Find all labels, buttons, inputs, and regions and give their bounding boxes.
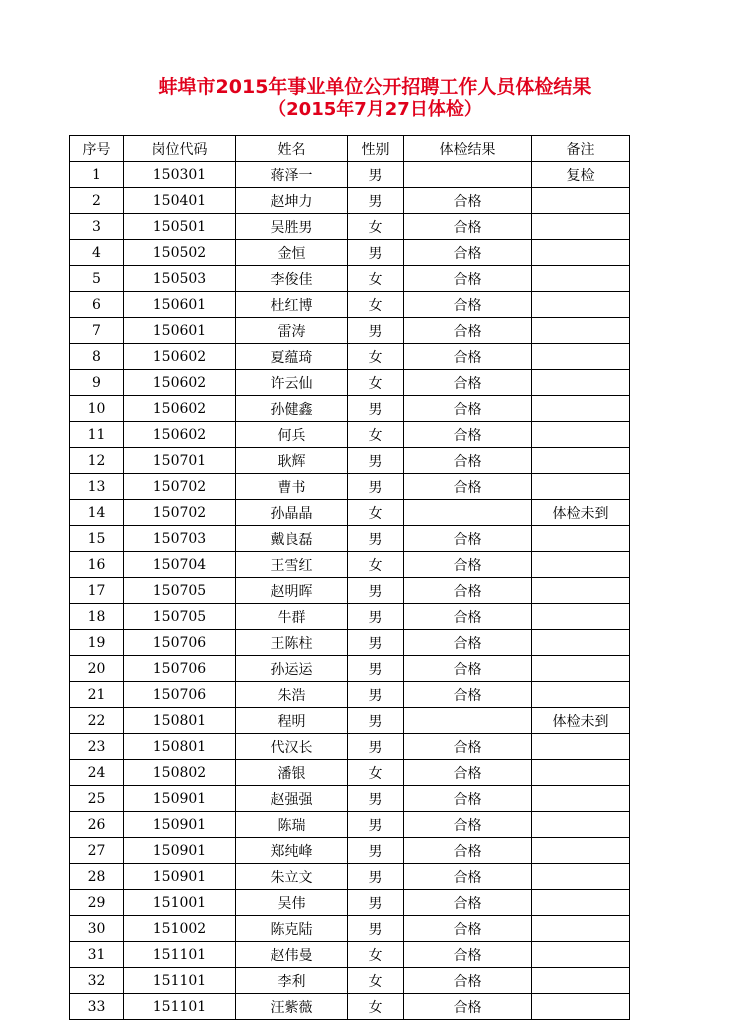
cell-position-code: 151101 xyxy=(124,968,236,994)
cell-exam-result: 合格 xyxy=(404,266,532,292)
cell-seq: 25 xyxy=(70,786,124,812)
cell-name: 蒋泽一 xyxy=(236,162,348,188)
cell-gender: 女 xyxy=(348,994,404,1020)
table-row xyxy=(70,578,630,604)
cell-gender: 男 xyxy=(348,604,404,630)
cell-gender: 男 xyxy=(348,656,404,682)
cell-seq: 14 xyxy=(70,500,124,526)
document-subtitle: （2015年7月27日体检） xyxy=(268,99,482,120)
table-row xyxy=(70,318,630,344)
cell-name: 牛群 xyxy=(236,604,348,630)
cell-gender: 女 xyxy=(348,266,404,292)
cell-exam-result: 合格 xyxy=(404,318,532,344)
cell-name: 潘银 xyxy=(236,760,348,786)
cell-seq: 10 xyxy=(70,396,124,422)
cell-name: 代汉长 xyxy=(236,734,348,760)
cell-exam-result: 合格 xyxy=(404,552,532,578)
table-row xyxy=(70,812,630,838)
cell-gender: 男 xyxy=(348,526,404,552)
cell-position-code: 151001 xyxy=(124,890,236,916)
cell-remarks xyxy=(532,474,630,500)
cell-gender: 男 xyxy=(348,682,404,708)
cell-exam-result: 合格 xyxy=(404,396,532,422)
cell-gender: 男 xyxy=(348,396,404,422)
cell-exam-result: 合格 xyxy=(404,682,532,708)
cell-gender: 男 xyxy=(348,812,404,838)
cell-name: 汪紫薇 xyxy=(236,994,348,1020)
cell-position-code: 150401 xyxy=(124,188,236,214)
table-row xyxy=(70,474,630,500)
cell-remarks xyxy=(532,838,630,864)
cell-name: 赵明晖 xyxy=(236,578,348,604)
cell-name: 耿辉 xyxy=(236,448,348,474)
cell-gender: 女 xyxy=(348,552,404,578)
cell-position-code: 150706 xyxy=(124,630,236,656)
cell-name: 孙晶晶 xyxy=(236,500,348,526)
cell-gender: 男 xyxy=(348,734,404,760)
cell-gender: 男 xyxy=(348,578,404,604)
cell-seq: 2 xyxy=(70,188,124,214)
cell-seq: 9 xyxy=(70,370,124,396)
cell-gender: 男 xyxy=(348,448,404,474)
cell-position-code: 150901 xyxy=(124,786,236,812)
cell-position-code: 150702 xyxy=(124,500,236,526)
cell-seq: 13 xyxy=(70,474,124,500)
cell-exam-result: 合格 xyxy=(404,422,532,448)
cell-remarks: 复检 xyxy=(532,162,630,188)
cell-position-code: 150706 xyxy=(124,682,236,708)
table-row xyxy=(70,942,630,968)
cell-remarks xyxy=(532,734,630,760)
cell-position-code: 150501 xyxy=(124,214,236,240)
cell-seq: 23 xyxy=(70,734,124,760)
cell-position-code: 150705 xyxy=(124,604,236,630)
cell-exam-result: 合格 xyxy=(404,968,532,994)
cell-exam-result: 合格 xyxy=(404,656,532,682)
table-row xyxy=(70,370,630,396)
cell-exam-result: 合格 xyxy=(404,760,532,786)
cell-remarks xyxy=(532,968,630,994)
cell-remarks xyxy=(532,630,630,656)
cell-gender: 男 xyxy=(348,916,404,942)
cell-seq: 5 xyxy=(70,266,124,292)
cell-remarks xyxy=(532,526,630,552)
cell-remarks xyxy=(532,656,630,682)
cell-seq: 24 xyxy=(70,760,124,786)
cell-remarks xyxy=(532,578,630,604)
table-row xyxy=(70,890,630,916)
cell-exam-result: 合格 xyxy=(404,370,532,396)
cell-name: 郑纯峰 xyxy=(236,838,348,864)
table-row xyxy=(70,344,630,370)
header-seq: 序号 xyxy=(70,136,124,162)
cell-name: 赵强强 xyxy=(236,786,348,812)
cell-gender: 男 xyxy=(348,890,404,916)
table-body xyxy=(70,162,630,1020)
cell-gender: 男 xyxy=(348,188,404,214)
cell-seq: 22 xyxy=(70,708,124,734)
cell-name: 杜红博 xyxy=(236,292,348,318)
cell-position-code: 150602 xyxy=(124,422,236,448)
cell-exam-result: 合格 xyxy=(404,292,532,318)
cell-position-code: 151002 xyxy=(124,916,236,942)
cell-name: 吴伟 xyxy=(236,890,348,916)
table-row xyxy=(70,864,630,890)
table-row xyxy=(70,448,630,474)
cell-seq: 33 xyxy=(70,994,124,1020)
table-row xyxy=(70,760,630,786)
cell-exam-result: 合格 xyxy=(404,994,532,1020)
cell-seq: 17 xyxy=(70,578,124,604)
cell-gender: 男 xyxy=(348,838,404,864)
cell-name: 王雪红 xyxy=(236,552,348,578)
cell-name: 李利 xyxy=(236,968,348,994)
table-row xyxy=(70,916,630,942)
table-row xyxy=(70,396,630,422)
cell-exam-result: 合格 xyxy=(404,240,532,266)
table-row xyxy=(70,656,630,682)
cell-position-code: 150601 xyxy=(124,318,236,344)
cell-name: 金恒 xyxy=(236,240,348,266)
cell-position-code: 150901 xyxy=(124,812,236,838)
cell-exam-result xyxy=(404,708,532,734)
cell-gender: 男 xyxy=(348,630,404,656)
cell-remarks xyxy=(532,422,630,448)
cell-seq: 8 xyxy=(70,344,124,370)
cell-remarks xyxy=(532,214,630,240)
cell-remarks xyxy=(532,240,630,266)
cell-remarks xyxy=(532,448,630,474)
cell-gender: 男 xyxy=(348,318,404,344)
cell-exam-result: 合格 xyxy=(404,838,532,864)
cell-name: 曹书 xyxy=(236,474,348,500)
document-title: 蚌埠市2015年事业单位公开招聘工作人员体检结果 xyxy=(158,76,592,98)
table-row xyxy=(70,162,630,188)
cell-gender: 男 xyxy=(348,786,404,812)
cell-seq: 7 xyxy=(70,318,124,344)
cell-position-code: 150502 xyxy=(124,240,236,266)
cell-gender: 男 xyxy=(348,474,404,500)
cell-seq: 31 xyxy=(70,942,124,968)
cell-name: 陈瑞 xyxy=(236,812,348,838)
cell-remarks: 体检未到 xyxy=(532,500,630,526)
cell-remarks xyxy=(532,942,630,968)
table-row xyxy=(70,968,630,994)
table-row xyxy=(70,188,630,214)
cell-gender: 男 xyxy=(348,708,404,734)
cell-gender: 男 xyxy=(348,240,404,266)
cell-name: 孙健鑫 xyxy=(236,396,348,422)
cell-exam-result: 合格 xyxy=(404,526,532,552)
table-row xyxy=(70,604,630,630)
cell-position-code: 150901 xyxy=(124,838,236,864)
cell-exam-result: 合格 xyxy=(404,474,532,500)
cell-position-code: 150601 xyxy=(124,292,236,318)
table-row xyxy=(70,630,630,656)
cell-position-code: 150703 xyxy=(124,526,236,552)
cell-remarks xyxy=(532,292,630,318)
cell-remarks xyxy=(532,396,630,422)
cell-remarks xyxy=(532,786,630,812)
cell-seq: 18 xyxy=(70,604,124,630)
header-position-code: 岗位代码 xyxy=(124,136,236,162)
cell-gender: 女 xyxy=(348,344,404,370)
cell-exam-result: 合格 xyxy=(404,916,532,942)
results-table xyxy=(69,135,630,1020)
cell-gender: 女 xyxy=(348,292,404,318)
cell-position-code: 150602 xyxy=(124,344,236,370)
cell-seq: 27 xyxy=(70,838,124,864)
cell-exam-result: 合格 xyxy=(404,942,532,968)
cell-name: 夏蕴琦 xyxy=(236,344,348,370)
cell-name: 朱立文 xyxy=(236,864,348,890)
cell-exam-result: 合格 xyxy=(404,214,532,240)
table-row xyxy=(70,266,630,292)
cell-remarks xyxy=(532,760,630,786)
table-row xyxy=(70,838,630,864)
cell-exam-result: 合格 xyxy=(404,812,532,838)
cell-remarks xyxy=(532,370,630,396)
cell-gender: 女 xyxy=(348,942,404,968)
cell-name: 赵坤力 xyxy=(236,188,348,214)
cell-name: 许云仙 xyxy=(236,370,348,396)
cell-exam-result: 合格 xyxy=(404,578,532,604)
cell-exam-result: 合格 xyxy=(404,864,532,890)
cell-exam-result xyxy=(404,162,532,188)
cell-position-code: 150901 xyxy=(124,864,236,890)
cell-exam-result: 合格 xyxy=(404,448,532,474)
table-row xyxy=(70,422,630,448)
cell-remarks xyxy=(532,916,630,942)
cell-position-code: 150602 xyxy=(124,370,236,396)
cell-remarks xyxy=(532,812,630,838)
cell-seq: 32 xyxy=(70,968,124,994)
cell-seq: 29 xyxy=(70,890,124,916)
cell-gender: 女 xyxy=(348,760,404,786)
cell-position-code: 150801 xyxy=(124,708,236,734)
cell-gender: 女 xyxy=(348,500,404,526)
cell-gender: 男 xyxy=(348,864,404,890)
cell-seq: 20 xyxy=(70,656,124,682)
cell-name: 王陈柱 xyxy=(236,630,348,656)
cell-seq: 11 xyxy=(70,422,124,448)
cell-name: 陈克陆 xyxy=(236,916,348,942)
cell-position-code: 150704 xyxy=(124,552,236,578)
cell-name: 朱浩 xyxy=(236,682,348,708)
cell-exam-result: 合格 xyxy=(404,890,532,916)
cell-remarks xyxy=(532,188,630,214)
cell-gender: 男 xyxy=(348,162,404,188)
table-row xyxy=(70,500,630,526)
cell-name: 程明 xyxy=(236,708,348,734)
cell-name: 李俊佳 xyxy=(236,266,348,292)
cell-exam-result: 合格 xyxy=(404,344,532,370)
cell-position-code: 150702 xyxy=(124,474,236,500)
header-name: 姓名 xyxy=(236,136,348,162)
cell-name: 赵伟曼 xyxy=(236,942,348,968)
cell-remarks xyxy=(532,994,630,1020)
cell-exam-result: 合格 xyxy=(404,630,532,656)
header-exam-result: 体检结果 xyxy=(404,136,532,162)
table-row xyxy=(70,526,630,552)
table-row xyxy=(70,240,630,266)
cell-seq: 12 xyxy=(70,448,124,474)
cell-seq: 30 xyxy=(70,916,124,942)
cell-gender: 女 xyxy=(348,214,404,240)
cell-exam-result: 合格 xyxy=(404,188,532,214)
cell-seq: 4 xyxy=(70,240,124,266)
cell-seq: 28 xyxy=(70,864,124,890)
cell-seq: 16 xyxy=(70,552,124,578)
cell-position-code: 150705 xyxy=(124,578,236,604)
cell-remarks xyxy=(532,864,630,890)
cell-position-code: 150701 xyxy=(124,448,236,474)
cell-position-code: 150706 xyxy=(124,656,236,682)
cell-remarks xyxy=(532,318,630,344)
table-row xyxy=(70,786,630,812)
cell-remarks xyxy=(532,344,630,370)
cell-remarks xyxy=(532,552,630,578)
header-gender: 性别 xyxy=(348,136,404,162)
table-row xyxy=(70,552,630,578)
cell-seq: 1 xyxy=(70,162,124,188)
table-row xyxy=(70,994,630,1020)
cell-exam-result: 合格 xyxy=(404,604,532,630)
table-header-row xyxy=(70,136,630,162)
cell-remarks xyxy=(532,266,630,292)
cell-exam-result: 合格 xyxy=(404,734,532,760)
cell-seq: 15 xyxy=(70,526,124,552)
cell-position-code: 150802 xyxy=(124,760,236,786)
table-row xyxy=(70,734,630,760)
cell-position-code: 151101 xyxy=(124,994,236,1020)
cell-seq: 26 xyxy=(70,812,124,838)
cell-gender: 女 xyxy=(348,370,404,396)
cell-position-code: 150301 xyxy=(124,162,236,188)
cell-remarks: 体检未到 xyxy=(532,708,630,734)
cell-exam-result: 合格 xyxy=(404,786,532,812)
cell-name: 雷涛 xyxy=(236,318,348,344)
cell-gender: 女 xyxy=(348,968,404,994)
cell-name: 孙运运 xyxy=(236,656,348,682)
cell-gender: 女 xyxy=(348,422,404,448)
table-row xyxy=(70,214,630,240)
cell-position-code: 150503 xyxy=(124,266,236,292)
cell-position-code: 150602 xyxy=(124,396,236,422)
cell-remarks xyxy=(532,890,630,916)
table-row xyxy=(70,708,630,734)
cell-name: 吴胜男 xyxy=(236,214,348,240)
table-row xyxy=(70,682,630,708)
cell-exam-result xyxy=(404,500,532,526)
header-remarks: 备注 xyxy=(532,136,630,162)
cell-seq: 19 xyxy=(70,630,124,656)
cell-seq: 3 xyxy=(70,214,124,240)
cell-name: 戴良磊 xyxy=(236,526,348,552)
cell-remarks xyxy=(532,682,630,708)
cell-position-code: 151101 xyxy=(124,942,236,968)
cell-name: 何兵 xyxy=(236,422,348,448)
cell-seq: 6 xyxy=(70,292,124,318)
cell-position-code: 150801 xyxy=(124,734,236,760)
cell-remarks xyxy=(532,604,630,630)
table-row xyxy=(70,292,630,318)
cell-seq: 21 xyxy=(70,682,124,708)
